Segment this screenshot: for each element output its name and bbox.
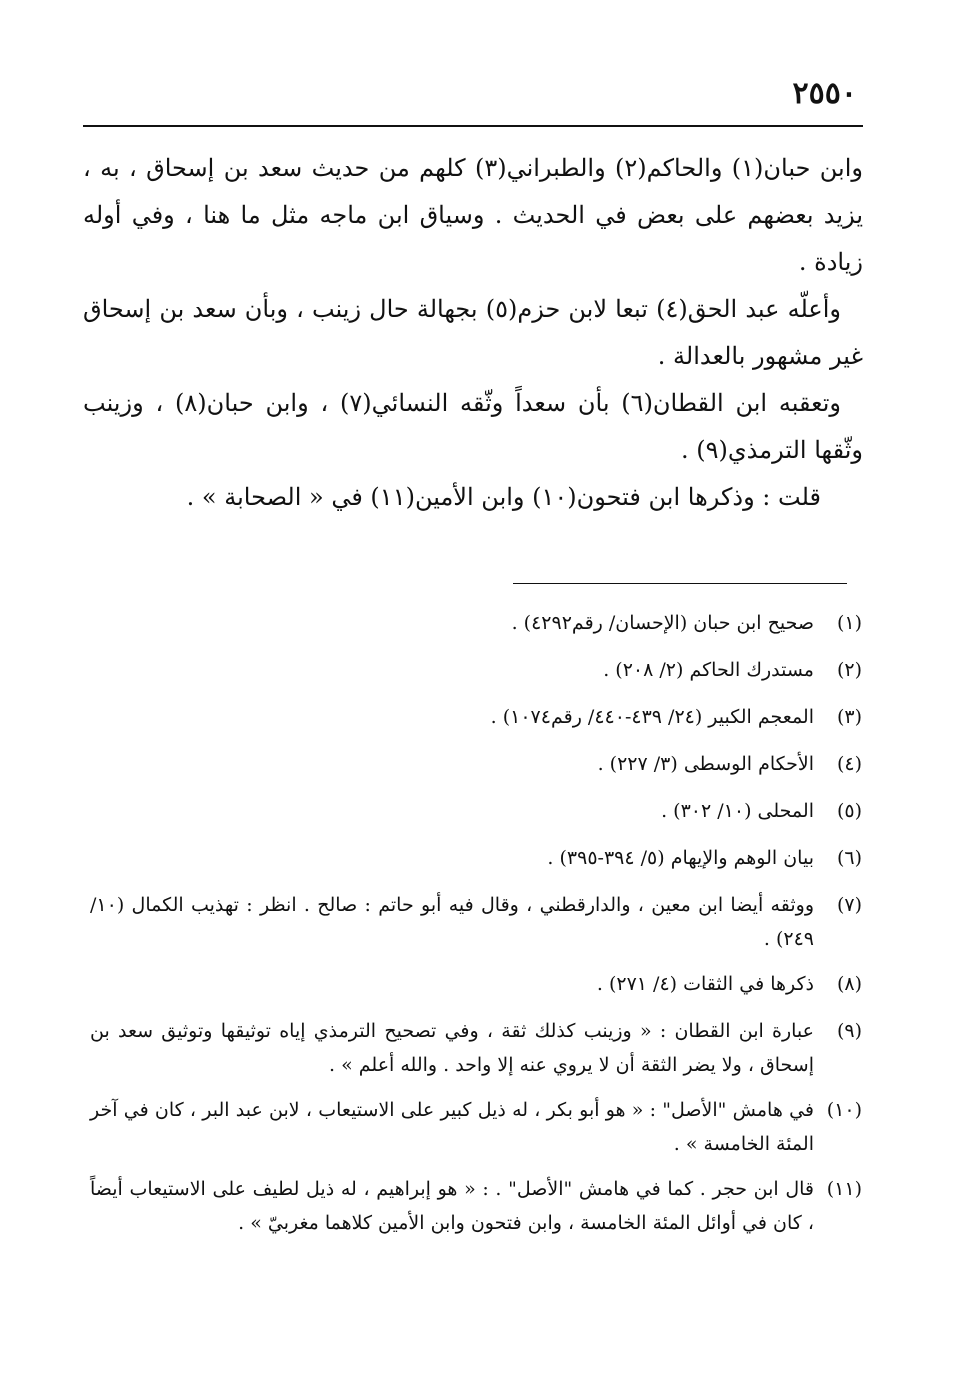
footnote-number: (٩) [836, 1020, 862, 1042]
footnote-5 [90, 794, 862, 828]
footnote-3 [90, 700, 862, 734]
footnote-number: (٨) [836, 973, 862, 995]
footnote-2 [90, 653, 862, 687]
main-paragraph-2: وأعلّه عبد الحق(٤) تبعا لابن حزم(٥) بجهالة حال زينب ، وبأن سعد بن إسحاق غير مشهور بالعدالة . [83, 295, 863, 370]
footnote-number: (٧) [836, 894, 862, 916]
footnotes [90, 606, 862, 1251]
main-paragraph-1: وابن حبان(١) والحاكم(٢) والطبراني(٣) كلهم من حديث سعد بن إسحاق ، به ، يزيد بعضهم على بعض في الحديث . وسياق ابن ماجه مثل ما هنا ، وفي أوله زيادة . [83, 154, 863, 276]
footnote-text: المحلى (١٠/ ٣٠٢) . [661, 800, 814, 822]
footnote-8 [90, 967, 862, 1001]
footnote-text: بيان الوهم والإيهام (٥/ ٣٩٤-٣٩٥) . [547, 847, 814, 869]
page-number: ٢٥٥٠ [792, 76, 857, 111]
footnote-10 [90, 1093, 862, 1161]
footnote-9 [90, 1014, 862, 1082]
footnote-number: (٦) [836, 847, 862, 869]
main-paragraph-4: قلت : وذكرها ابن فتحون(١٠) وابن الأمين(١١) في « الصحابة » . [186, 483, 821, 511]
footnote-text: في هامش "الأصل" : « هو أبو بكر ، له ذيل كبير على الاستيعاب ، لابن عبد البر ، كان في آخر المئة الخامسة » . [90, 1099, 814, 1155]
footnote-text: عبارة ابن القطان : « وزينب كذلك ثقة ، وفي تصحيح الترمذي إياه توثيقها وتوثيق سعد بن إسحاق ، ولا يضر الثقة أن لا يروي عنه إلا واحد . والله أعلم » . [90, 1020, 814, 1076]
footnote-text: صحيح ابن حبان (الإحسان/ رقم٤٢٩٢) . [511, 612, 814, 634]
footnote-number: (١١) [826, 1178, 862, 1200]
footnote-number: (٥) [836, 800, 862, 822]
footnote-text: مستدرك الحاكم (٢/ ٢٠٨) . [603, 659, 814, 681]
main-paragraph-3: وتعقبه ابن القطان(٦) بأن سعداً وثّقه النسائي(٧) ، وابن حبان(٨) ، وزينب وثّقها الترمذي(٩) . [83, 389, 863, 464]
footnote-text: المعجم الكبير (٢٤/ ٤٣٩-٤٤٠/ رقم١٠٧٤) . [490, 706, 814, 728]
footnote-1 [90, 606, 862, 640]
footnote-text: الأحكام الوسطى (٣/ ٢٢٧) . [597, 753, 814, 775]
footnote-number: (٣) [836, 706, 862, 728]
footnote-number: (١٠) [826, 1099, 862, 1121]
footnote-6 [90, 841, 862, 875]
main-text [83, 145, 863, 521]
footnote-separator [513, 583, 847, 584]
footnote-text: ووثقه أيضا ابن معين ، والدارقطني ، وقال فيه أبو حاتم : صالح . انظر : تهذيب الكمال (١٠/ ٢٤٩) . [90, 894, 814, 950]
footnote-number: (٢) [836, 659, 862, 681]
footnote-text: ذكرها في الثقات (٤/ ٢٧١) . [596, 973, 814, 995]
footnote-text: قال ابن حجر . كما في هامش "الأصل" . : « هو إبراهيم ، له ذيل لطيف على الاستيعاب أيضاً ، كان في أوائل المئة الخامسة ، وابن فتحون وابن الأمين كلاهما مغربيّ » . [90, 1178, 814, 1234]
footnote-4 [90, 747, 862, 781]
footnote-number: (١) [836, 612, 862, 634]
footnote-11 [90, 1172, 862, 1240]
header-rule [83, 125, 863, 127]
footnote-7 [90, 888, 862, 956]
footnote-number: (٤) [836, 753, 862, 775]
